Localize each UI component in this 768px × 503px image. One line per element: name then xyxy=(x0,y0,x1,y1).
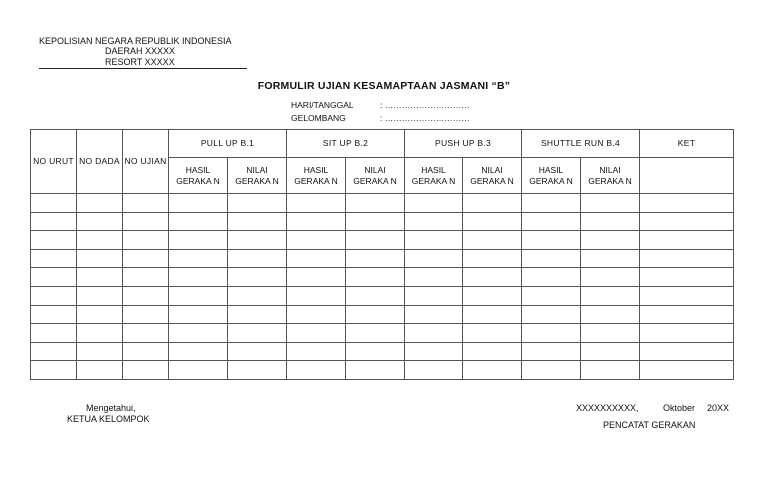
col-hasil-gerakan: HASIL GERAKA N xyxy=(405,158,463,194)
table-cell xyxy=(77,361,123,380)
table-cell xyxy=(287,324,346,343)
table-cell xyxy=(123,212,169,231)
table-cell xyxy=(31,324,77,343)
table-cell xyxy=(346,305,405,324)
table-cell xyxy=(123,268,169,287)
table-cell xyxy=(31,249,77,268)
table-cell xyxy=(228,342,287,361)
table-cell xyxy=(77,324,123,343)
table-cell xyxy=(346,361,405,380)
table-body xyxy=(31,194,734,380)
table-cell xyxy=(169,305,228,324)
table-row xyxy=(31,194,734,213)
col-hasil-gerakan: HASIL GERAKA N xyxy=(169,158,228,194)
table-cell xyxy=(581,361,640,380)
group-push-up: PUSH UP B.3 xyxy=(405,130,522,158)
table-cell xyxy=(77,212,123,231)
table-cell xyxy=(405,361,463,380)
table-cell xyxy=(463,194,522,213)
table-cell xyxy=(346,286,405,305)
table-cell xyxy=(346,212,405,231)
table-cell xyxy=(77,231,123,250)
table-cell xyxy=(640,305,734,324)
table-cell xyxy=(287,305,346,324)
table-cell xyxy=(287,231,346,250)
table-cell xyxy=(463,249,522,268)
table-cell xyxy=(287,342,346,361)
table-row xyxy=(31,212,734,231)
table-cell xyxy=(77,194,123,213)
table-cell xyxy=(346,194,405,213)
table-cell xyxy=(169,268,228,287)
table-cell xyxy=(405,268,463,287)
group-sit-up: SIT UP B.2 xyxy=(287,130,405,158)
table-cell xyxy=(640,361,734,380)
score-table xyxy=(30,129,734,380)
table-cell xyxy=(640,212,734,231)
table-cell xyxy=(123,342,169,361)
form-title: FORMULIR UJIAN KESAMAPTAAN JASMANI “B” xyxy=(257,80,511,92)
table-cell xyxy=(228,286,287,305)
table-cell xyxy=(463,231,522,250)
table-cell xyxy=(581,324,640,343)
table-cell xyxy=(522,231,581,250)
col-hasil-gerakan: HASIL GERAKA N xyxy=(287,158,346,194)
table-cell xyxy=(77,286,123,305)
table-cell xyxy=(287,249,346,268)
table-cell xyxy=(581,212,640,231)
table-cell xyxy=(581,305,640,324)
table-cell xyxy=(581,194,640,213)
table-cell xyxy=(31,342,77,361)
col-nilai-gerakan: NILAI GERAKA N xyxy=(581,158,640,194)
table-cell xyxy=(169,212,228,231)
table-cell xyxy=(346,268,405,287)
table-cell xyxy=(31,268,77,287)
col-ket-sub xyxy=(640,158,734,194)
table-cell xyxy=(463,342,522,361)
resort-line: RESORT XXXXX xyxy=(105,57,175,67)
table-cell xyxy=(31,212,77,231)
table-cell xyxy=(31,194,77,213)
table-cell xyxy=(228,305,287,324)
table-cell xyxy=(405,286,463,305)
table-cell xyxy=(640,342,734,361)
hari-tanggal-value: : ………………………… xyxy=(380,100,470,110)
table-cell xyxy=(581,342,640,361)
table-cell xyxy=(346,342,405,361)
table-cell xyxy=(581,268,640,287)
table-cell xyxy=(287,194,346,213)
table-cell xyxy=(346,324,405,343)
table-cell xyxy=(228,268,287,287)
table-cell xyxy=(123,231,169,250)
col-no-dada: NO DADA xyxy=(77,130,123,194)
table-cell xyxy=(169,324,228,343)
table-cell xyxy=(123,305,169,324)
table-cell xyxy=(31,231,77,250)
table-cell xyxy=(463,212,522,231)
table-cell xyxy=(169,231,228,250)
table-cell xyxy=(405,212,463,231)
table-cell xyxy=(405,194,463,213)
ketua-kelompok-label: KETUA KELOMPOK xyxy=(67,414,150,424)
table-cell xyxy=(522,268,581,287)
table-cell xyxy=(346,231,405,250)
table-cell xyxy=(522,305,581,324)
table-cell xyxy=(405,231,463,250)
table-cell xyxy=(77,305,123,324)
daerah-line: DAERAH XXXXX xyxy=(105,46,176,56)
col-no-urut: NO URUT xyxy=(31,130,77,194)
table-cell xyxy=(123,249,169,268)
table-cell xyxy=(640,268,734,287)
table-cell xyxy=(405,324,463,343)
table-cell xyxy=(522,361,581,380)
place-field: XXXXXXXXXX, xyxy=(576,403,639,413)
table-cell xyxy=(123,194,169,213)
org-name: KEPOLISIAN NEGARA REPUBLIK INDONESIA xyxy=(39,36,232,46)
table-row xyxy=(31,268,734,287)
table-row xyxy=(31,231,734,250)
table-cell xyxy=(287,268,346,287)
table-cell xyxy=(123,361,169,380)
table-cell xyxy=(463,305,522,324)
table-cell xyxy=(405,342,463,361)
gelombang-label: GELOMBANG xyxy=(291,113,346,123)
table-cell xyxy=(169,286,228,305)
table-cell xyxy=(228,324,287,343)
table-cell xyxy=(123,286,169,305)
table-row xyxy=(31,286,734,305)
month-field: Oktober xyxy=(663,403,696,413)
table-row xyxy=(31,342,734,361)
group-pull-up: PULL UP B.1 xyxy=(169,130,287,158)
table-cell xyxy=(640,324,734,343)
table-cell xyxy=(581,231,640,250)
table-cell xyxy=(581,286,640,305)
table-cell xyxy=(522,286,581,305)
gelombang-value: : ………………………… xyxy=(380,113,470,123)
col-nilai-gerakan: NILAI GERAKA N xyxy=(228,158,287,194)
table-cell xyxy=(169,194,228,213)
table-cell xyxy=(640,286,734,305)
hari-tanggal-label: HARI/TANGGAL xyxy=(291,100,354,110)
table-cell xyxy=(31,305,77,324)
year-field: 20XX xyxy=(707,403,730,413)
table-row xyxy=(31,249,734,268)
table-cell xyxy=(169,249,228,268)
table-cell xyxy=(77,268,123,287)
table-cell xyxy=(346,249,405,268)
pencatat-gerakan-label: PENCATAT GERAKAN xyxy=(603,420,696,430)
table-cell xyxy=(640,231,734,250)
table-cell xyxy=(228,194,287,213)
group-shuttle-run: SHUTTLE RUN B.4 xyxy=(522,130,640,158)
table-cell xyxy=(522,194,581,213)
mengetahui-label: Mengetahui, xyxy=(86,403,136,413)
table-row xyxy=(31,305,734,324)
table-cell xyxy=(77,342,123,361)
table-cell xyxy=(405,305,463,324)
table-cell xyxy=(405,249,463,268)
table-cell xyxy=(169,342,228,361)
table-cell xyxy=(463,268,522,287)
table-cell xyxy=(463,286,522,305)
table-cell xyxy=(463,324,522,343)
table-row xyxy=(31,324,734,343)
table-cell xyxy=(463,361,522,380)
table-cell xyxy=(228,361,287,380)
col-nilai-gerakan: NILAI GERAKA N xyxy=(463,158,522,194)
table-cell xyxy=(169,361,228,380)
table-cell xyxy=(287,361,346,380)
table-cell xyxy=(31,286,77,305)
table-cell xyxy=(640,194,734,213)
header-underline xyxy=(39,68,247,69)
table-cell xyxy=(581,249,640,268)
table-cell xyxy=(31,361,77,380)
table-cell xyxy=(287,286,346,305)
table-cell xyxy=(287,212,346,231)
table-cell xyxy=(640,249,734,268)
table-cell xyxy=(228,249,287,268)
table-row xyxy=(31,361,734,380)
table-cell xyxy=(77,249,123,268)
col-nilai-gerakan: NILAI GERAKA N xyxy=(346,158,405,194)
table-cell xyxy=(228,212,287,231)
table-cell xyxy=(522,212,581,231)
col-no-ujian: NO UJIAN xyxy=(123,130,169,194)
table-cell xyxy=(123,324,169,343)
table-cell xyxy=(522,342,581,361)
col-hasil-gerakan: HASIL GERAKA N xyxy=(522,158,581,194)
table-cell xyxy=(522,249,581,268)
col-ket: KET xyxy=(640,130,734,158)
table-cell xyxy=(228,231,287,250)
table-cell xyxy=(522,324,581,343)
